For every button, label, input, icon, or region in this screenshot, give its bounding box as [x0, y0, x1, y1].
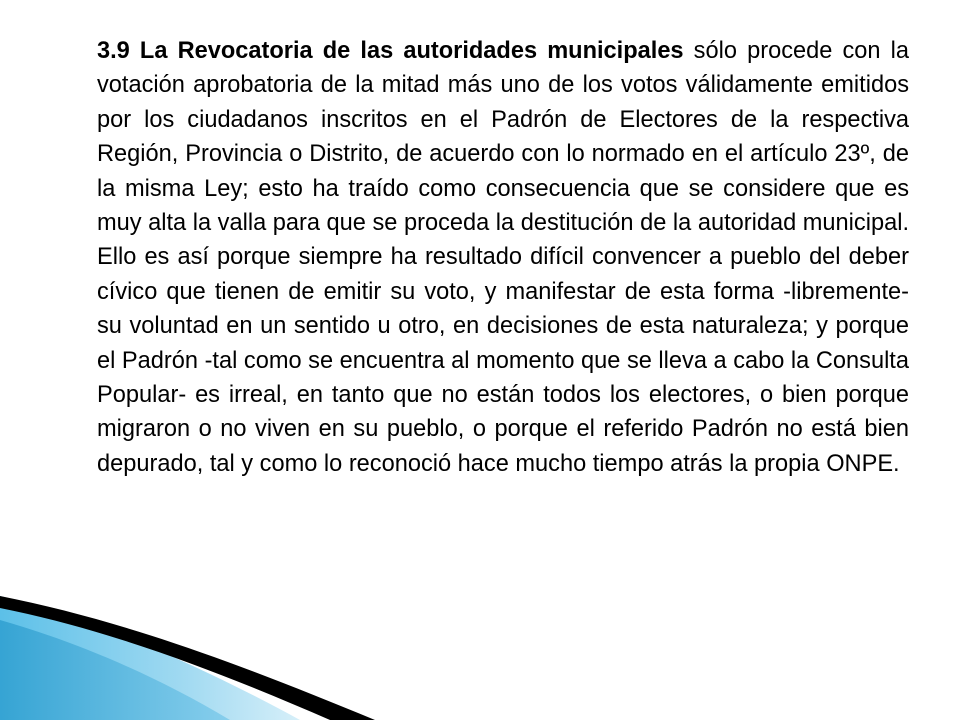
body-paragraph: [97, 34, 909, 481]
swoosh-mid-band: [0, 620, 230, 720]
body-text: sólo procede con la votación aprobatoria de la mitad más uno de los votos válidamente emitidos por los ciudadanos inscritos en el Padrón de Electores de la respectiva Región, Provincia o Distrito, de acuerdo con lo normado en el artículo 23º, de la misma Ley; esto ha traído como consecuencia que se considere que es muy alta la valla para que se proceda la destitución de la autoridad municipal. Ello es así porque siempre ha resultado difícil convencer a pueblo del deber cívico que tienen de emitir su voto, y manifestar de esta forma -libremente- su voluntad en un sentido u otro, en decisiones de esta naturaleza; y porque el Padrón -tal como se encuentra al momento que se lleva a cabo la Consulta Popular- es irreal, en tanto que no están todos los electores, o bien porque migraron o no viven en su pueblo, o porque el referido Padrón no está bien depurado, tal y como lo reconoció hace mucho tiempo atrás la propia ONPE.: [97, 38, 909, 477]
swoosh-dark-wedge: [0, 596, 375, 720]
section-heading: 3.9 La Revocatoria de las autoridades municipales: [97, 38, 684, 64]
swoosh-light-band: [0, 596, 300, 720]
